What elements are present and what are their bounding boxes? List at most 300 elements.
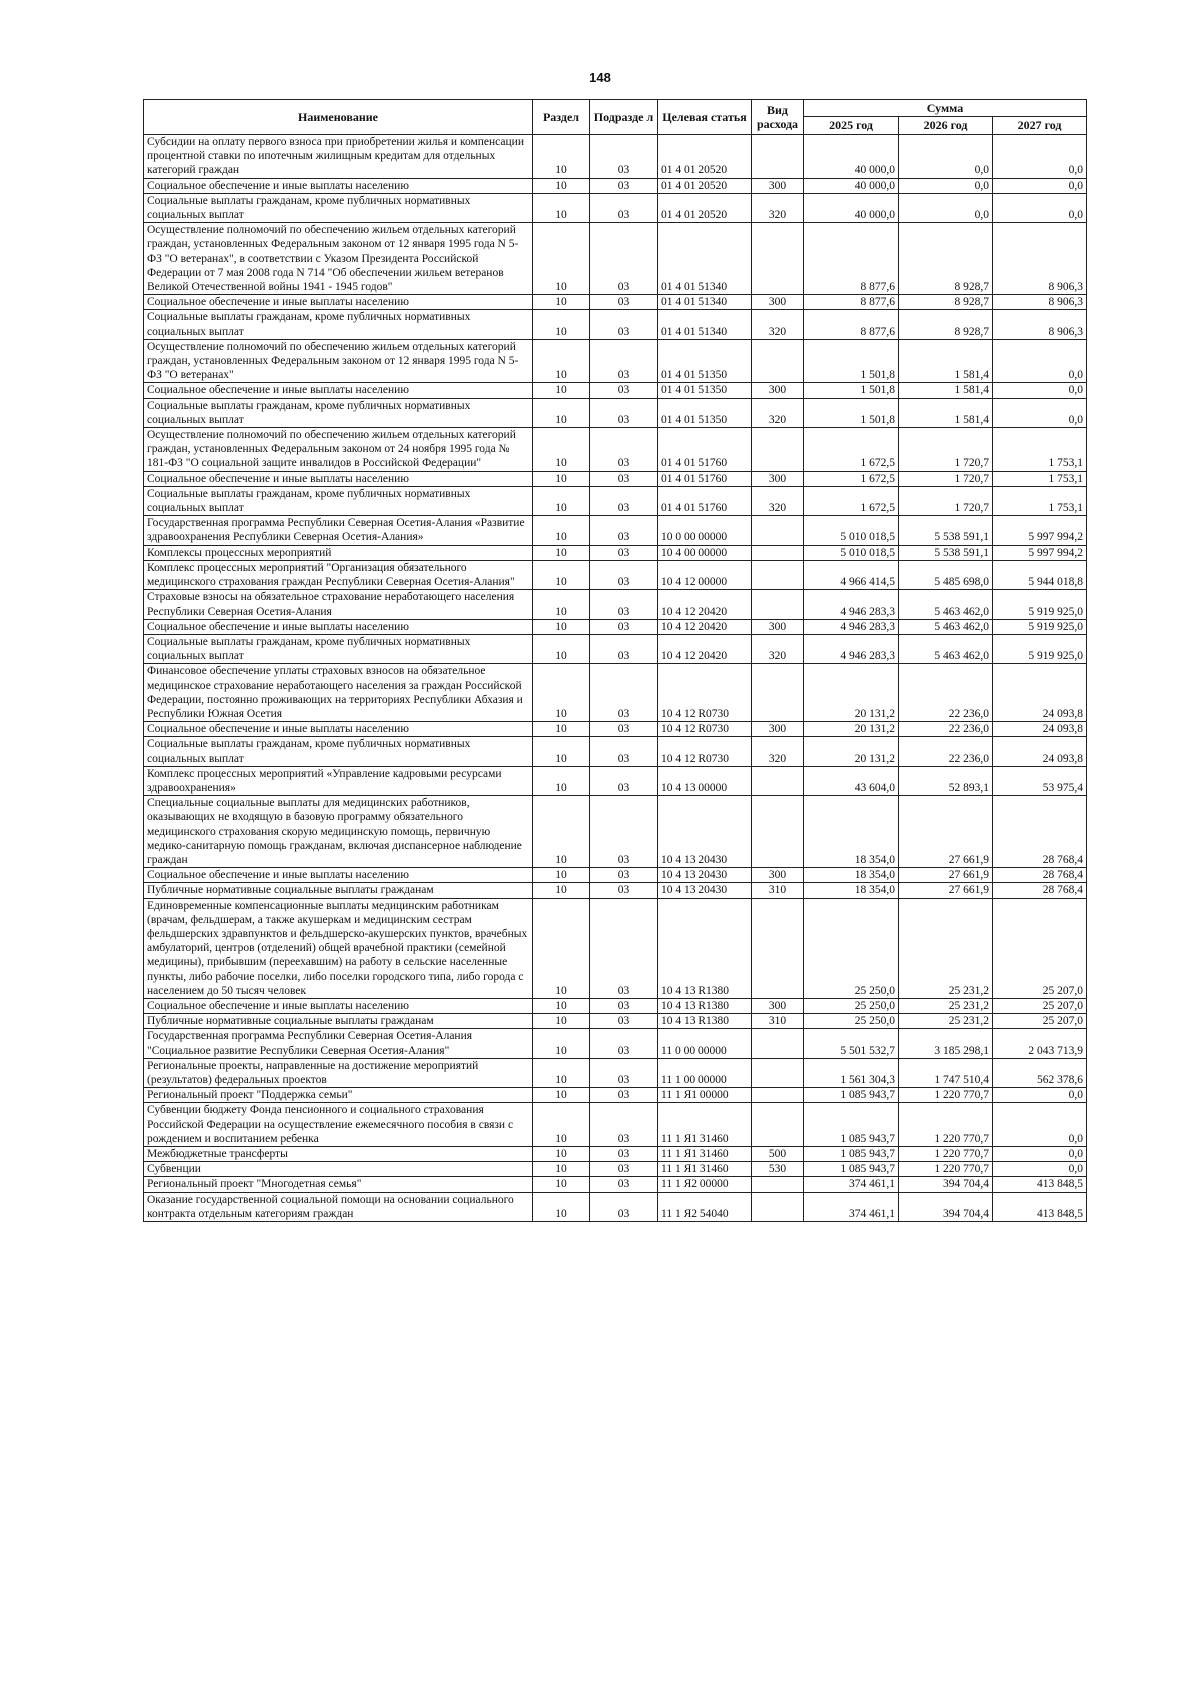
row-section: 10 bbox=[533, 883, 590, 898]
row-sum-2025: 1 561 304,3 bbox=[804, 1058, 899, 1087]
row-expense-type bbox=[752, 1088, 804, 1103]
row-sum-2027: 53 975,4 bbox=[993, 766, 1087, 795]
row-name: Региональный проект "Многодетная семья" bbox=[144, 1177, 533, 1192]
row-target-article: 10 4 12 20420 bbox=[658, 634, 752, 663]
row-expense-type: 300 bbox=[752, 619, 804, 634]
row-sum-2026: 3 185 298,1 bbox=[899, 1029, 993, 1058]
row-expense-type: 320 bbox=[752, 310, 804, 339]
row-name: Социальные выплаты гражданам, кроме публичных нормативных социальных выплат bbox=[144, 193, 533, 222]
row-subsection: 03 bbox=[590, 398, 658, 427]
row-sum-2027: 0,0 bbox=[993, 1088, 1087, 1103]
row-section: 10 bbox=[533, 339, 590, 383]
row-sum-2025: 20 131,2 bbox=[804, 737, 899, 766]
row-name: Страховые взносы на обязательное страхование неработающего населения Республики Северная Осетия-Алания bbox=[144, 590, 533, 619]
row-section: 10 bbox=[533, 634, 590, 663]
row-subsection: 03 bbox=[590, 883, 658, 898]
header-sum: Сумма bbox=[804, 100, 1087, 117]
row-sum-2027: 413 848,5 bbox=[993, 1192, 1087, 1221]
table-row bbox=[144, 193, 1087, 222]
row-sum-2025: 4 966 414,5 bbox=[804, 560, 899, 589]
row-section: 10 bbox=[533, 428, 590, 472]
header-expense-type: Вид расхода bbox=[752, 100, 804, 135]
table-row bbox=[144, 223, 1087, 295]
table-row bbox=[144, 1088, 1087, 1103]
row-section: 10 bbox=[533, 796, 590, 868]
row-expense-type: 300 bbox=[752, 471, 804, 486]
budget-table bbox=[143, 99, 1087, 1222]
row-target-article: 01 4 01 51350 bbox=[658, 339, 752, 383]
row-expense-type: 300 bbox=[752, 998, 804, 1013]
row-subsection: 03 bbox=[590, 796, 658, 868]
row-sum-2027: 28 768,4 bbox=[993, 868, 1087, 883]
row-name: Субсидии на оплату первого взноса при приобретении жилья и компенсации процентной ставки по ипотечным жилищным кредитам для отдельных категорий граждан bbox=[144, 135, 533, 179]
row-target-article: 10 4 12 R0730 bbox=[658, 722, 752, 737]
row-target-article: 10 4 13 R1380 bbox=[658, 998, 752, 1013]
row-sum-2026: 1 720,7 bbox=[899, 428, 993, 472]
row-target-article: 11 1 Я2 00000 bbox=[658, 1177, 752, 1192]
row-sum-2025: 1 672,5 bbox=[804, 471, 899, 486]
row-expense-type bbox=[752, 766, 804, 795]
row-subsection: 03 bbox=[590, 590, 658, 619]
row-expense-type: 320 bbox=[752, 737, 804, 766]
row-name: Публичные нормативные социальные выплаты гражданам bbox=[144, 883, 533, 898]
row-subsection: 03 bbox=[590, 545, 658, 560]
row-expense-type bbox=[752, 135, 804, 179]
row-name: Единовременные компенсационные выплаты медицинским работникам (врачам, фельдшерам, а также акушеркам и медицинским сестрам фельдшерских здравпунктов и фельдшерско-акушерских пунктов, врачебных амбулаторий, центров (отделений) общей врачебной практики (семейной медицины), прибывшим (переехавшим) на работу в сельские населенные пункты, либо рабочие поселки, либо поселки городского типа, либо города с населением до 50 тысяч человек bbox=[144, 898, 533, 998]
row-subsection: 03 bbox=[590, 223, 658, 295]
row-sum-2026: 52 893,1 bbox=[899, 766, 993, 795]
row-section: 10 bbox=[533, 898, 590, 998]
row-sum-2025: 43 604,0 bbox=[804, 766, 899, 795]
row-section: 10 bbox=[533, 1014, 590, 1029]
row-sum-2027: 8 906,3 bbox=[993, 295, 1087, 310]
row-sum-2025: 18 354,0 bbox=[804, 796, 899, 868]
row-sum-2027: 8 906,3 bbox=[993, 310, 1087, 339]
row-sum-2026: 25 231,2 bbox=[899, 898, 993, 998]
row-sum-2026: 8 928,7 bbox=[899, 310, 993, 339]
row-sum-2027: 24 093,8 bbox=[993, 664, 1087, 722]
row-expense-type bbox=[752, 339, 804, 383]
row-target-article: 10 4 13 20430 bbox=[658, 883, 752, 898]
table-row bbox=[144, 1147, 1087, 1162]
row-sum-2025: 1 672,5 bbox=[804, 486, 899, 515]
row-subsection: 03 bbox=[590, 722, 658, 737]
row-name: Региональные проекты, направленные на достижение мероприятий (результатов) федеральных проектов bbox=[144, 1058, 533, 1087]
row-sum-2027: 0,0 bbox=[993, 1162, 1087, 1177]
row-subsection: 03 bbox=[590, 471, 658, 486]
row-sum-2025: 1 501,8 bbox=[804, 383, 899, 398]
row-sum-2026: 5 463 462,0 bbox=[899, 619, 993, 634]
row-name: Социальные выплаты гражданам, кроме публичных нормативных социальных выплат bbox=[144, 634, 533, 663]
row-sum-2026: 1 581,4 bbox=[899, 383, 993, 398]
row-subsection: 03 bbox=[590, 295, 658, 310]
row-subsection: 03 bbox=[590, 383, 658, 398]
row-target-article: 10 4 13 00000 bbox=[658, 766, 752, 795]
row-sum-2025: 25 250,0 bbox=[804, 1014, 899, 1029]
row-section: 10 bbox=[533, 664, 590, 722]
row-name: Социальные выплаты гражданам, кроме публичных нормативных социальных выплат bbox=[144, 486, 533, 515]
row-sum-2026: 22 236,0 bbox=[899, 737, 993, 766]
row-target-article: 11 1 Я1 31460 bbox=[658, 1147, 752, 1162]
table-row bbox=[144, 590, 1087, 619]
row-section: 10 bbox=[533, 1088, 590, 1103]
row-subsection: 03 bbox=[590, 1088, 658, 1103]
row-name: Социальные выплаты гражданам, кроме публичных нормативных социальных выплат bbox=[144, 737, 533, 766]
row-expense-type bbox=[752, 1058, 804, 1087]
row-subsection: 03 bbox=[590, 1147, 658, 1162]
row-section: 10 bbox=[533, 398, 590, 427]
row-target-article: 10 4 13 R1380 bbox=[658, 1014, 752, 1029]
header-year-2025: 2025 год bbox=[804, 117, 899, 135]
row-sum-2026: 25 231,2 bbox=[899, 1014, 993, 1029]
row-name: Субвенции bbox=[144, 1162, 533, 1177]
row-section: 10 bbox=[533, 868, 590, 883]
row-subsection: 03 bbox=[590, 998, 658, 1013]
row-sum-2025: 1 501,8 bbox=[804, 398, 899, 427]
row-expense-type bbox=[752, 664, 804, 722]
row-subsection: 03 bbox=[590, 1058, 658, 1087]
row-sum-2027: 24 093,8 bbox=[993, 737, 1087, 766]
row-section: 10 bbox=[533, 737, 590, 766]
row-target-article: 10 4 13 R1380 bbox=[658, 898, 752, 998]
row-sum-2027: 0,0 bbox=[993, 383, 1087, 398]
row-sum-2026: 394 704,4 bbox=[899, 1177, 993, 1192]
row-sum-2025: 8 877,6 bbox=[804, 310, 899, 339]
table-row bbox=[144, 664, 1087, 722]
row-subsection: 03 bbox=[590, 310, 658, 339]
row-subsection: 03 bbox=[590, 135, 658, 179]
row-target-article: 01 4 01 51760 bbox=[658, 428, 752, 472]
row-name: Осуществление полномочий по обеспечению жильем отдельных категорий граждан, установленных Федеральным законом от 12 января 1995 года N 5-ФЗ "О ветеранах", в соответствии с Указом Президента Российской Федерации от 7 мая 2008 года N 714 "Об обеспечении жильем ветеранов Великой Отечественной войны 1941 - 1945 годов" bbox=[144, 223, 533, 295]
row-sum-2026: 22 236,0 bbox=[899, 664, 993, 722]
row-sum-2025: 40 000,0 bbox=[804, 135, 899, 179]
row-sum-2027: 0,0 bbox=[993, 398, 1087, 427]
row-name: Социальное обеспечение и иные выплаты населению bbox=[144, 722, 533, 737]
row-expense-type: 320 bbox=[752, 398, 804, 427]
row-sum-2027: 5 919 925,0 bbox=[993, 619, 1087, 634]
row-sum-2026: 1 220 770,7 bbox=[899, 1147, 993, 1162]
row-sum-2026: 1 747 510,4 bbox=[899, 1058, 993, 1087]
row-name: Социальные выплаты гражданам, кроме публичных нормативных социальных выплат bbox=[144, 310, 533, 339]
header-name: Наименование bbox=[144, 100, 533, 135]
table-row bbox=[144, 619, 1087, 634]
row-sum-2027: 1 753,1 bbox=[993, 428, 1087, 472]
row-subsection: 03 bbox=[590, 193, 658, 222]
row-target-article: 01 4 01 51760 bbox=[658, 471, 752, 486]
row-target-article: 11 1 Я1 31460 bbox=[658, 1103, 752, 1147]
row-section: 10 bbox=[533, 486, 590, 515]
row-sum-2025: 25 250,0 bbox=[804, 998, 899, 1013]
row-sum-2027: 28 768,4 bbox=[993, 883, 1087, 898]
table-row bbox=[144, 868, 1087, 883]
table-row bbox=[144, 545, 1087, 560]
row-section: 10 bbox=[533, 1162, 590, 1177]
row-sum-2026: 22 236,0 bbox=[899, 722, 993, 737]
table-row bbox=[144, 1162, 1087, 1177]
row-target-article: 11 1 Я1 31460 bbox=[658, 1162, 752, 1177]
row-section: 10 bbox=[533, 1177, 590, 1192]
row-sum-2025: 40 000,0 bbox=[804, 178, 899, 193]
row-target-article: 01 4 01 51760 bbox=[658, 486, 752, 515]
row-name: Социальное обеспечение и иные выплаты населению bbox=[144, 295, 533, 310]
row-sum-2025: 1 085 943,7 bbox=[804, 1147, 899, 1162]
table-row bbox=[144, 428, 1087, 472]
row-section: 10 bbox=[533, 1103, 590, 1147]
row-sum-2025: 25 250,0 bbox=[804, 898, 899, 998]
row-name: Осуществление полномочий по обеспечению жильем отдельных категорий граждан, установленных Федеральным законом от 24 ноября 1995 года № 181-ФЗ "О социальной защите инвалидов в Российской Федерации" bbox=[144, 428, 533, 472]
row-sum-2027: 5 944 018,8 bbox=[993, 560, 1087, 589]
row-expense-type: 300 bbox=[752, 295, 804, 310]
row-section: 10 bbox=[533, 1192, 590, 1221]
row-section: 10 bbox=[533, 545, 590, 560]
row-target-article: 10 4 00 00000 bbox=[658, 545, 752, 560]
row-sum-2025: 4 946 283,3 bbox=[804, 619, 899, 634]
row-sum-2026: 1 220 770,7 bbox=[899, 1103, 993, 1147]
row-sum-2026: 1 220 770,7 bbox=[899, 1088, 993, 1103]
row-sum-2025: 18 354,0 bbox=[804, 883, 899, 898]
row-target-article: 10 4 12 00000 bbox=[658, 560, 752, 589]
row-subsection: 03 bbox=[590, 339, 658, 383]
row-sum-2025: 20 131,2 bbox=[804, 664, 899, 722]
row-sum-2026: 0,0 bbox=[899, 178, 993, 193]
row-expense-type bbox=[752, 223, 804, 295]
row-name: Социальное обеспечение и иные выплаты населению bbox=[144, 868, 533, 883]
row-target-article: 01 4 01 51340 bbox=[658, 295, 752, 310]
table-row bbox=[144, 295, 1087, 310]
table-row bbox=[144, 722, 1087, 737]
row-sum-2026: 25 231,2 bbox=[899, 998, 993, 1013]
row-subsection: 03 bbox=[590, 516, 658, 545]
table-row bbox=[144, 310, 1087, 339]
row-name: Субвенции бюджету Фонда пенсионного и социального страхования Российской Федерации на осуществление ежемесячного пособия в связи с рождением и воспитанием ребенка bbox=[144, 1103, 533, 1147]
row-sum-2026: 1 720,7 bbox=[899, 486, 993, 515]
row-expense-type: 320 bbox=[752, 486, 804, 515]
row-target-article: 01 4 01 20520 bbox=[658, 135, 752, 179]
table-row bbox=[144, 135, 1087, 179]
table-row bbox=[144, 383, 1087, 398]
row-section: 10 bbox=[533, 1058, 590, 1087]
row-sum-2027: 5 919 925,0 bbox=[993, 590, 1087, 619]
row-expense-type: 530 bbox=[752, 1162, 804, 1177]
row-sum-2026: 1 581,4 bbox=[899, 398, 993, 427]
row-name: Социальное обеспечение и иные выплаты населению bbox=[144, 383, 533, 398]
table-row bbox=[144, 998, 1087, 1013]
row-name: Межбюджетные трансферты bbox=[144, 1147, 533, 1162]
table-row bbox=[144, 398, 1087, 427]
row-section: 10 bbox=[533, 1147, 590, 1162]
row-sum-2025: 1 085 943,7 bbox=[804, 1103, 899, 1147]
row-subsection: 03 bbox=[590, 1162, 658, 1177]
row-subsection: 03 bbox=[590, 560, 658, 589]
row-sum-2027: 0,0 bbox=[993, 135, 1087, 179]
row-section: 10 bbox=[533, 766, 590, 795]
row-section: 10 bbox=[533, 135, 590, 179]
table-row bbox=[144, 1103, 1087, 1147]
row-expense-type bbox=[752, 1192, 804, 1221]
row-target-article: 01 4 01 20520 bbox=[658, 193, 752, 222]
row-expense-type bbox=[752, 516, 804, 545]
row-name: Региональный проект "Поддержка семьи" bbox=[144, 1088, 533, 1103]
row-sum-2025: 374 461,1 bbox=[804, 1192, 899, 1221]
page-number: 148 bbox=[589, 70, 611, 85]
row-sum-2027: 0,0 bbox=[993, 193, 1087, 222]
header-year-2026: 2026 год bbox=[899, 117, 993, 135]
row-name: Финансовое обеспечение уплаты страховых взносов на обязательное медицинское страхование неработающего населения за граждан Российской Федерации, постоянно проживающих на территориях Республики Абхазия и Республики Южная Осетия bbox=[144, 664, 533, 722]
row-sum-2026: 27 661,9 bbox=[899, 868, 993, 883]
table-row bbox=[144, 898, 1087, 998]
row-sum-2027: 5 997 994,2 bbox=[993, 516, 1087, 545]
row-target-article: 11 1 Я1 00000 bbox=[658, 1088, 752, 1103]
row-sum-2026: 27 661,9 bbox=[899, 796, 993, 868]
row-sum-2026: 8 928,7 bbox=[899, 295, 993, 310]
row-sum-2027: 8 906,3 bbox=[993, 223, 1087, 295]
row-subsection: 03 bbox=[590, 868, 658, 883]
row-sum-2025: 5 501 532,7 bbox=[804, 1029, 899, 1058]
row-sum-2026: 5 538 591,1 bbox=[899, 516, 993, 545]
row-sum-2025: 4 946 283,3 bbox=[804, 634, 899, 663]
row-subsection: 03 bbox=[590, 1192, 658, 1221]
row-section: 10 bbox=[533, 310, 590, 339]
table-row bbox=[144, 516, 1087, 545]
table-row bbox=[144, 471, 1087, 486]
row-expense-type: 300 bbox=[752, 868, 804, 883]
row-expense-type: 310 bbox=[752, 1014, 804, 1029]
row-expense-type bbox=[752, 898, 804, 998]
row-target-article: 01 4 01 51340 bbox=[658, 223, 752, 295]
row-target-article: 11 1 00 00000 bbox=[658, 1058, 752, 1087]
row-sum-2026: 0,0 bbox=[899, 135, 993, 179]
row-sum-2025: 18 354,0 bbox=[804, 868, 899, 883]
table-row bbox=[144, 883, 1087, 898]
row-sum-2027: 0,0 bbox=[993, 178, 1087, 193]
row-name: Оказание государственной социальной помощи на основании социального контракта отдельным категориям граждан bbox=[144, 1192, 533, 1221]
row-sum-2027: 0,0 bbox=[993, 1103, 1087, 1147]
row-sum-2027: 413 848,5 bbox=[993, 1177, 1087, 1192]
row-expense-type bbox=[752, 796, 804, 868]
row-name: Социальное обеспечение и иные выплаты населению bbox=[144, 471, 533, 486]
table-row bbox=[144, 796, 1087, 868]
row-expense-type bbox=[752, 1177, 804, 1192]
row-sum-2026: 8 928,7 bbox=[899, 223, 993, 295]
row-subsection: 03 bbox=[590, 1014, 658, 1029]
row-subsection: 03 bbox=[590, 428, 658, 472]
row-expense-type: 300 bbox=[752, 722, 804, 737]
row-name: Государственная программа Республики Северная Осетия-Алания "Социальное развитие Республики Северная Осетия-Алания" bbox=[144, 1029, 533, 1058]
row-sum-2025: 20 131,2 bbox=[804, 722, 899, 737]
row-subsection: 03 bbox=[590, 737, 658, 766]
row-sum-2025: 8 877,6 bbox=[804, 223, 899, 295]
row-target-article: 10 4 12 20420 bbox=[658, 590, 752, 619]
row-sum-2025: 374 461,1 bbox=[804, 1177, 899, 1192]
row-target-article: 01 4 01 51350 bbox=[658, 383, 752, 398]
row-subsection: 03 bbox=[590, 1177, 658, 1192]
table-row bbox=[144, 178, 1087, 193]
row-target-article: 01 4 01 20520 bbox=[658, 178, 752, 193]
row-expense-type bbox=[752, 428, 804, 472]
row-name: Комплекс процессных мероприятий «Управление кадровыми ресурсами здравоохранения» bbox=[144, 766, 533, 795]
row-section: 10 bbox=[533, 998, 590, 1013]
row-sum-2027: 1 753,1 bbox=[993, 486, 1087, 515]
row-sum-2025: 1 501,8 bbox=[804, 339, 899, 383]
header-year-2027: 2027 год bbox=[993, 117, 1087, 135]
row-section: 10 bbox=[533, 223, 590, 295]
row-name: Комплекс процессных мероприятий "Организация обязательного медицинского страхования граждан Республики Северная Осетия-Алания" bbox=[144, 560, 533, 589]
row-sum-2027: 25 207,0 bbox=[993, 898, 1087, 998]
row-sum-2026: 5 463 462,0 bbox=[899, 634, 993, 663]
row-name: Социальное обеспечение и иные выплаты населению bbox=[144, 619, 533, 634]
row-sum-2025: 4 946 283,3 bbox=[804, 590, 899, 619]
header-subsection: Подразде л bbox=[590, 100, 658, 135]
row-name: Социальное обеспечение и иные выплаты населению bbox=[144, 998, 533, 1013]
row-name: Социальные выплаты гражданам, кроме публичных нормативных социальных выплат bbox=[144, 398, 533, 427]
row-expense-type: 320 bbox=[752, 634, 804, 663]
table-row bbox=[144, 560, 1087, 589]
row-sum-2027: 5 997 994,2 bbox=[993, 545, 1087, 560]
row-sum-2026: 27 661,9 bbox=[899, 883, 993, 898]
row-sum-2026: 5 538 591,1 bbox=[899, 545, 993, 560]
table-row bbox=[144, 1014, 1087, 1029]
header-target-article: Целевая статья bbox=[658, 100, 752, 135]
row-sum-2027: 562 378,6 bbox=[993, 1058, 1087, 1087]
row-sum-2026: 1 720,7 bbox=[899, 471, 993, 486]
row-target-article: 01 4 01 51350 bbox=[658, 398, 752, 427]
row-section: 10 bbox=[533, 471, 590, 486]
row-sum-2026: 1 220 770,7 bbox=[899, 1162, 993, 1177]
row-sum-2027: 25 207,0 bbox=[993, 1014, 1087, 1029]
row-section: 10 bbox=[533, 722, 590, 737]
row-name: Специальные социальные выплаты для медицинских работников, оказывающих не входящую в базовую программу обязательного медицинского страхования скорую медицинскую помощь, первичную медико-санитарную помощь гражданам, включая диспансерное наблюдение граждан bbox=[144, 796, 533, 868]
row-sum-2027: 0,0 bbox=[993, 1147, 1087, 1162]
row-target-article: 10 4 12 20420 bbox=[658, 619, 752, 634]
row-target-article: 01 4 01 51340 bbox=[658, 310, 752, 339]
row-sum-2025: 1 672,5 bbox=[804, 428, 899, 472]
row-subsection: 03 bbox=[590, 619, 658, 634]
row-expense-type bbox=[752, 560, 804, 589]
row-expense-type: 300 bbox=[752, 178, 804, 193]
row-sum-2027: 1 753,1 bbox=[993, 471, 1087, 486]
table-row bbox=[144, 1177, 1087, 1192]
row-sum-2027: 28 768,4 bbox=[993, 796, 1087, 868]
row-section: 10 bbox=[533, 590, 590, 619]
row-sum-2027: 25 207,0 bbox=[993, 998, 1087, 1013]
row-section: 10 bbox=[533, 295, 590, 310]
row-expense-type bbox=[752, 545, 804, 560]
row-expense-type: 500 bbox=[752, 1147, 804, 1162]
row-section: 10 bbox=[533, 178, 590, 193]
row-sum-2027: 24 093,8 bbox=[993, 722, 1087, 737]
row-target-article: 10 4 12 R0730 bbox=[658, 737, 752, 766]
row-target-article: 11 0 00 00000 bbox=[658, 1029, 752, 1058]
row-target-article: 10 0 00 00000 bbox=[658, 516, 752, 545]
row-expense-type bbox=[752, 1029, 804, 1058]
row-sum-2027: 2 043 713,9 bbox=[993, 1029, 1087, 1058]
row-sum-2025: 5 010 018,5 bbox=[804, 516, 899, 545]
row-sum-2026: 1 581,4 bbox=[899, 339, 993, 383]
row-section: 10 bbox=[533, 516, 590, 545]
table-row bbox=[144, 1192, 1087, 1221]
row-name: Осуществление полномочий по обеспечению жильем отдельных категорий граждан, установленных Федеральным законом от 12 января 1995 года N 5-ФЗ "О ветеранах" bbox=[144, 339, 533, 383]
row-sum-2025: 5 010 018,5 bbox=[804, 545, 899, 560]
row-target-article: 10 4 13 20430 bbox=[658, 868, 752, 883]
row-expense-type: 300 bbox=[752, 383, 804, 398]
table-row bbox=[144, 737, 1087, 766]
row-section: 10 bbox=[533, 560, 590, 589]
table-row bbox=[144, 1058, 1087, 1087]
row-name: Комплексы процессных мероприятий bbox=[144, 545, 533, 560]
table-row bbox=[144, 1029, 1087, 1058]
header-section: Раздел bbox=[533, 100, 590, 135]
row-section: 10 bbox=[533, 619, 590, 634]
